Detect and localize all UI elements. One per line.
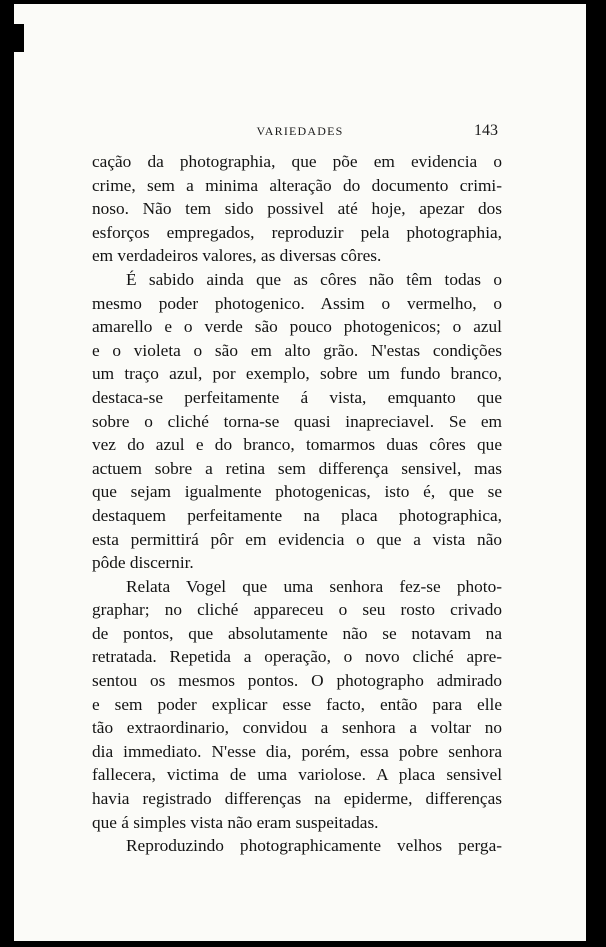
paragraph-2 xyxy=(92,268,502,575)
text-line: actuem sobre a retina sem differença sensivel, mas xyxy=(92,458,502,478)
text-line: e sem poder explicar esse facto, então para elle xyxy=(92,694,502,714)
book-page xyxy=(14,4,586,941)
text-line: crime, sem a minima alteração do documento crimi- xyxy=(92,175,502,195)
paragraph-1 xyxy=(92,150,502,268)
text-line: que á simples vista não eram suspeitadas. xyxy=(92,812,379,832)
text-line: em verdadeiros valores, as diversas côres. xyxy=(92,246,382,266)
text-line: esforços empregados, reproduzir pela photographia, xyxy=(92,222,502,242)
text-line: vez do azul e do branco, tomarmos duas côres que xyxy=(92,435,502,455)
scan-edge-mark xyxy=(14,24,24,52)
text-line: tão extraordinario, convidou a senhora a voltar no xyxy=(92,718,502,738)
text-line: cação da photographia, que põe em evidencia o xyxy=(92,152,502,171)
text-line: que sejam igualmente photogenicas, isto é, que se xyxy=(92,482,502,502)
text-line: destaquem perfeitamente na placa photographica, xyxy=(92,505,502,525)
text-line: dia immediato. N'esse dia, porém, essa pobre senhora xyxy=(92,741,502,761)
running-head: VARIEDADES xyxy=(256,124,344,138)
text-line: Relata Vogel que uma senhora fez-se photo- xyxy=(126,576,502,596)
paragraph-3 xyxy=(92,575,502,835)
text-line: É sabido ainda que as côres não têm todas o xyxy=(126,269,502,289)
text-line: havia registrado differenças na epiderme, differenças xyxy=(92,789,502,809)
text-line: um traço azul, por exemplo, sobre um fundo branco, xyxy=(92,364,502,384)
text-line: sentou os mesmos pontos. O photographo admirado xyxy=(92,671,502,691)
text-line: esta permittirá pôr em evidencia o que a vista não xyxy=(92,529,502,549)
text-line: e o violeta o são em alto grão. N'estas condições xyxy=(92,340,502,360)
text-line: de pontos, que absolutamente não se notavam na xyxy=(92,623,502,643)
text-line: noso. Não tem sido possivel até hoje, apezar dos xyxy=(92,199,502,219)
text-line: fallecera, victima de uma variolose. A placa sensivel xyxy=(92,765,502,785)
text-line: retratada. Repetida a operação, o novo cliché apre- xyxy=(92,647,502,667)
text-line: destaca-se perfeitamente á vista, emquanto que xyxy=(92,387,502,407)
paragraph-4 xyxy=(92,834,502,858)
text-line: amarello e o verde são pouco photogenicos; o azul xyxy=(92,317,502,337)
text-line: mesmo poder photogenico. Assim o vermelho, o xyxy=(92,293,502,313)
text-line: sobre o cliché torna-se quasi inapreciavel. Se em xyxy=(92,411,502,431)
page-number: 143 xyxy=(474,122,498,139)
text-line: graphar; no cliché appareceu o seu rosto crivado xyxy=(92,600,502,620)
body-text xyxy=(92,150,502,858)
text-line: pôde discernir. xyxy=(92,553,194,573)
text-line: Reproduzindo photographicamente velhos perga- xyxy=(126,836,502,856)
